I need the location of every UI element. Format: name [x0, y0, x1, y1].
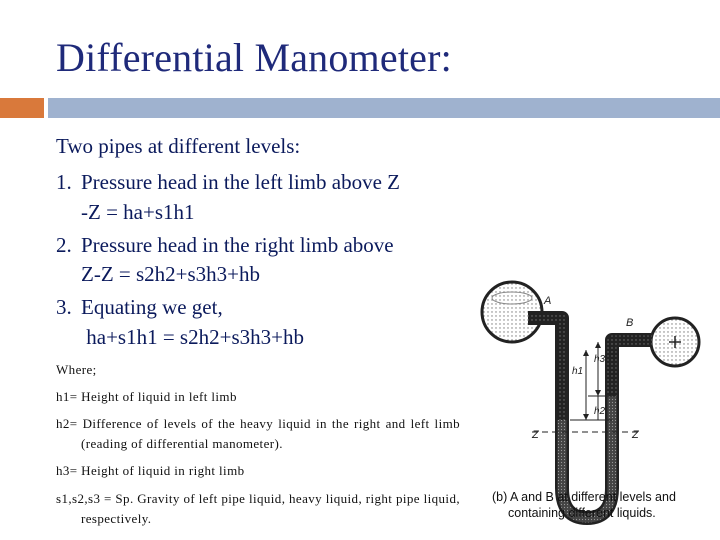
- caption-line: (b) A and B at different levels and: [492, 490, 676, 504]
- accent-bar-blue: [48, 98, 720, 118]
- u-tube: [528, 318, 652, 518]
- step-line: Pressure head in the right limb above: [81, 232, 394, 257]
- step-line: ha+s1h1 = s2h2+s3h3+hb: [81, 325, 304, 350]
- label-h1: h1: [572, 366, 584, 377]
- label-z-left: Z: [532, 429, 539, 441]
- caption-line: containing different liquids.: [508, 505, 656, 520]
- slide-content: [56, 134, 460, 529]
- step-line: Pressure head in the left limb above Z: [81, 170, 400, 194]
- step-number: 2.: [56, 232, 72, 257]
- step-line: Z-Z = s2h2+s3h3+hb: [81, 262, 261, 287]
- step-item: [56, 168, 460, 228]
- definition-h3: h3= Height of liquid in right limb: [56, 463, 245, 479]
- accent-bar-orange: [0, 98, 44, 118]
- label-b: B: [626, 317, 634, 329]
- intro-text: Two pipes at different levels:: [56, 134, 301, 158]
- page-title: Differential Manometer:: [56, 35, 452, 80]
- label-h2: h2: [594, 406, 606, 417]
- where-label: Where;: [56, 361, 97, 377]
- definition-s: s1,s2,s3 = Sp. Gravity of left pipe liquid, heavy liquid, right pipe liquid, respectively.: [56, 490, 460, 526]
- definition-h1: h1= Height of liquid in left limb: [56, 389, 237, 405]
- label-h3: h3: [594, 354, 606, 365]
- label-a: A: [544, 295, 552, 307]
- pipe-b: [651, 318, 699, 366]
- step-line: -Z = ha+s1h1: [81, 199, 195, 224]
- step-line: Equating we get,: [81, 295, 223, 320]
- step-item: [56, 293, 460, 353]
- step-number: 1.: [56, 170, 72, 194]
- step-number: 3.: [56, 295, 72, 320]
- step-item: [56, 231, 460, 291]
- figure-caption: [492, 490, 717, 521]
- definition-h2: h2= Difference of levels of the heavy liquid in the right and left limb (reading of differential manometer).: [56, 416, 460, 452]
- label-z-right: Z: [632, 429, 639, 441]
